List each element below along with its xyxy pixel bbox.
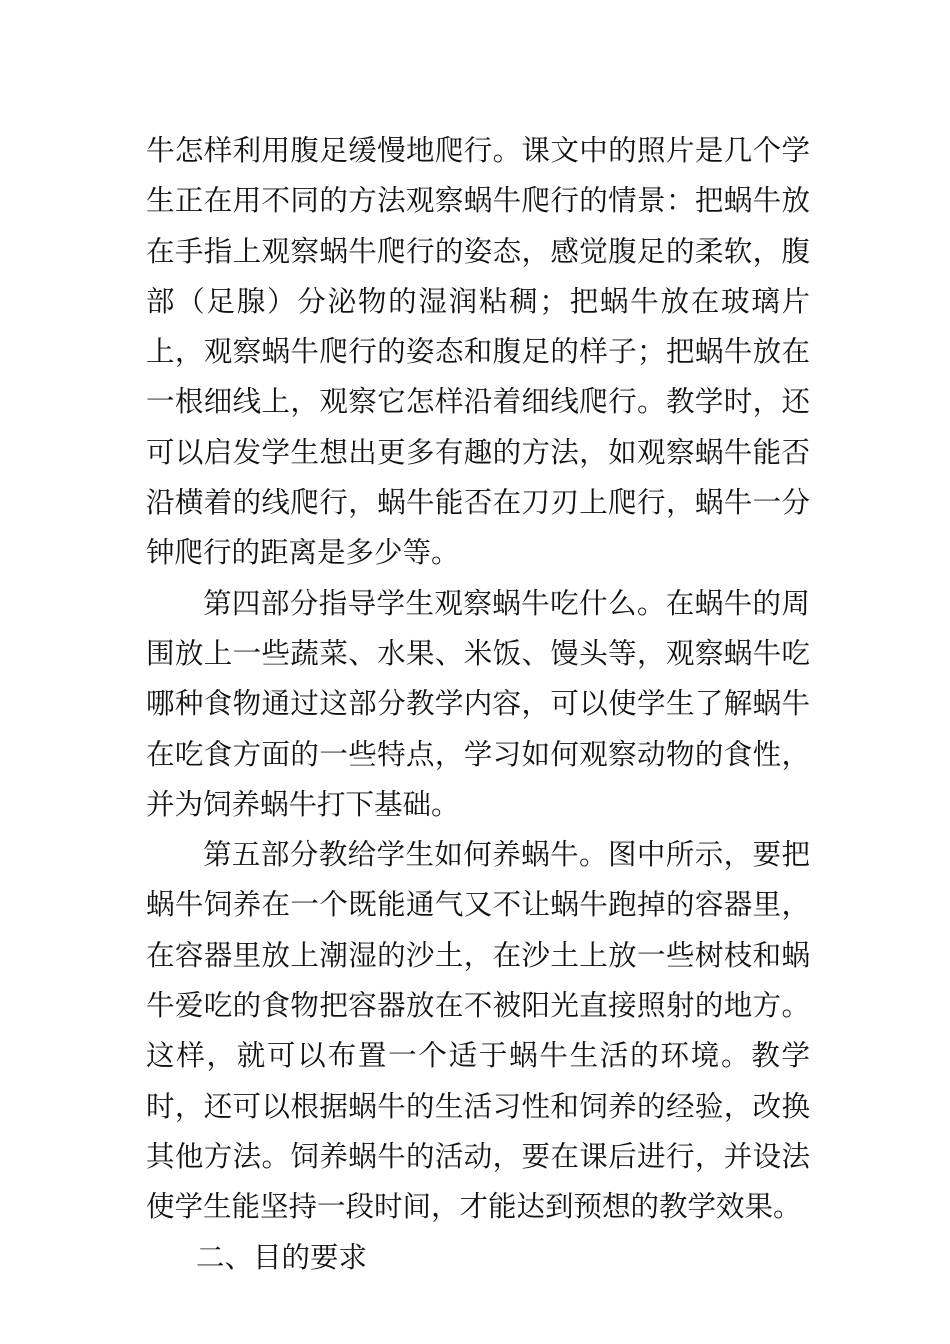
paragraph-crawling: 牛怎样利用腹足缓慢地爬行。课文中的照片是几个学生正在用不同的方法观察蜗牛爬行的情景：把蜗牛放在手指上观察蜗牛爬行的姿态，感觉腹足的柔软，腹部（足腺）分泌物的湿润粘稠；把蜗牛放在玻璃片上，观察蜗牛爬行的姿态和腹足的样子；把蜗牛放在一根细线上，观察它怎样沿着细线爬行。教学时，还可以启发学生想出更多有趣的方法，如观察蜗牛能否沿横着的线爬行，蜗牛能否在刀刃上爬行，蜗牛一分钟爬行的距离是多少等。 — [146, 134, 810, 570]
paragraph-part-five: 第五部分教给学生如何养蜗牛。图中所示，要把蜗牛饲养在一个既能通气又不让蜗牛跑掉的容器里，在容器里放上潮湿的沙土，在沙土上放一些树枝和蜗牛爱吃的食物把容器放在不被阳光直接照射的地方。这样，就可以布置一个适于蜗牛生活的环境。教学时，还可以根据蜗牛的生活习性和饲养的经验，改换其他方法。饲养蜗牛的活动，要在课后进行，并设法使学生能坚持一段时间，才能达到预想的教学效果。 — [146, 838, 810, 1224]
paragraph-part-four: 第四部分指导学生观察蜗牛吃什么。在蜗牛的周围放上一些蔬菜、水果、米饭、馒头等，观察蜗牛吃哪种食物通过这部分教学内容，可以使学生了解蜗牛在吃食方面的一些特点，学习如何观察动物的食性，并为饲养蜗牛打下基础。 — [146, 586, 810, 821]
section-heading: 二、目的要求 — [196, 1240, 368, 1274]
document-body — [146, 126, 810, 1283]
